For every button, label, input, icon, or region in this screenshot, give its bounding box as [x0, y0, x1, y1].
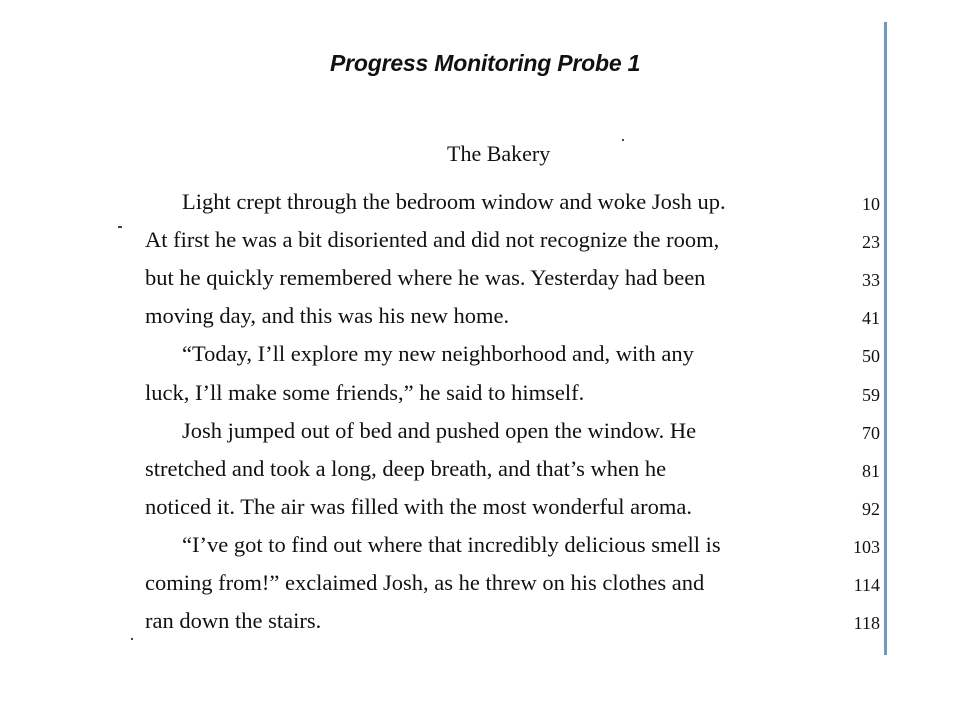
scan-speck [131, 638, 133, 640]
cumulative-word-count: 114 [853, 575, 880, 595]
cumulative-word-count: 23 [862, 232, 880, 252]
passage-line [145, 529, 845, 561]
cumulative-word-count: 103 [853, 537, 880, 557]
cumulative-word-count: 81 [862, 461, 880, 481]
cumulative-word-count: 118 [853, 613, 880, 633]
cumulative-word-count: 50 [862, 346, 880, 366]
cumulative-word-count: 41 [862, 308, 880, 328]
passage-line-text: At first he was a bit disoriented and did not recognize the room, [145, 227, 720, 252]
passage-line-text: moving day, and this was his new home. [145, 303, 510, 328]
cumulative-word-count: 59 [862, 385, 880, 405]
passage-line [145, 491, 845, 523]
cumulative-word-count: 92 [862, 499, 880, 519]
right-margin-rule [884, 22, 887, 655]
passage-line-text: but he quickly remembered where he was. Yesterday had been [145, 265, 706, 290]
passage-line-text: luck, I’ll make some friends,” he said to himself. [145, 380, 585, 405]
passage-line-text: “Today, I’ll explore my new neighborhood and, with any [182, 341, 694, 366]
passage-line [145, 186, 845, 218]
passage-line [145, 262, 845, 294]
passage-line-text: Light crept through the bedroom window and woke Josh up. [182, 189, 726, 214]
probe-heading: Progress Monitoring Probe 1 [330, 50, 641, 76]
passage-line-text: “I’ve got to find out where that incredibly delicious smell is [182, 532, 721, 557]
cumulative-word-count: 33 [862, 270, 880, 290]
passage-line-text: stretched and took a long, deep breath, and that’s when he [145, 456, 667, 481]
passage-line [145, 567, 845, 599]
passage-line-text: ran down the stairs. [145, 608, 322, 633]
passage-line-text: noticed it. The air was filled with the most wonderful aroma. [145, 494, 692, 519]
passage-line [145, 300, 845, 332]
passage-line [145, 377, 845, 409]
passage-line [145, 338, 845, 370]
cumulative-word-count: 10 [862, 194, 880, 214]
scan-speck [118, 226, 122, 228]
cumulative-word-count: 70 [862, 423, 880, 443]
scan-speck [622, 139, 624, 141]
passage-line [145, 453, 845, 485]
passage-line-text: Josh jumped out of bed and pushed open the window. He [182, 418, 697, 443]
story-title: The Bakery [447, 141, 551, 166]
passage-line [145, 605, 845, 637]
passage-line [145, 415, 845, 447]
passage-line [145, 224, 845, 256]
passage-line-text: coming from!” exclaimed Josh, as he threw on his clothes and [145, 570, 705, 595]
